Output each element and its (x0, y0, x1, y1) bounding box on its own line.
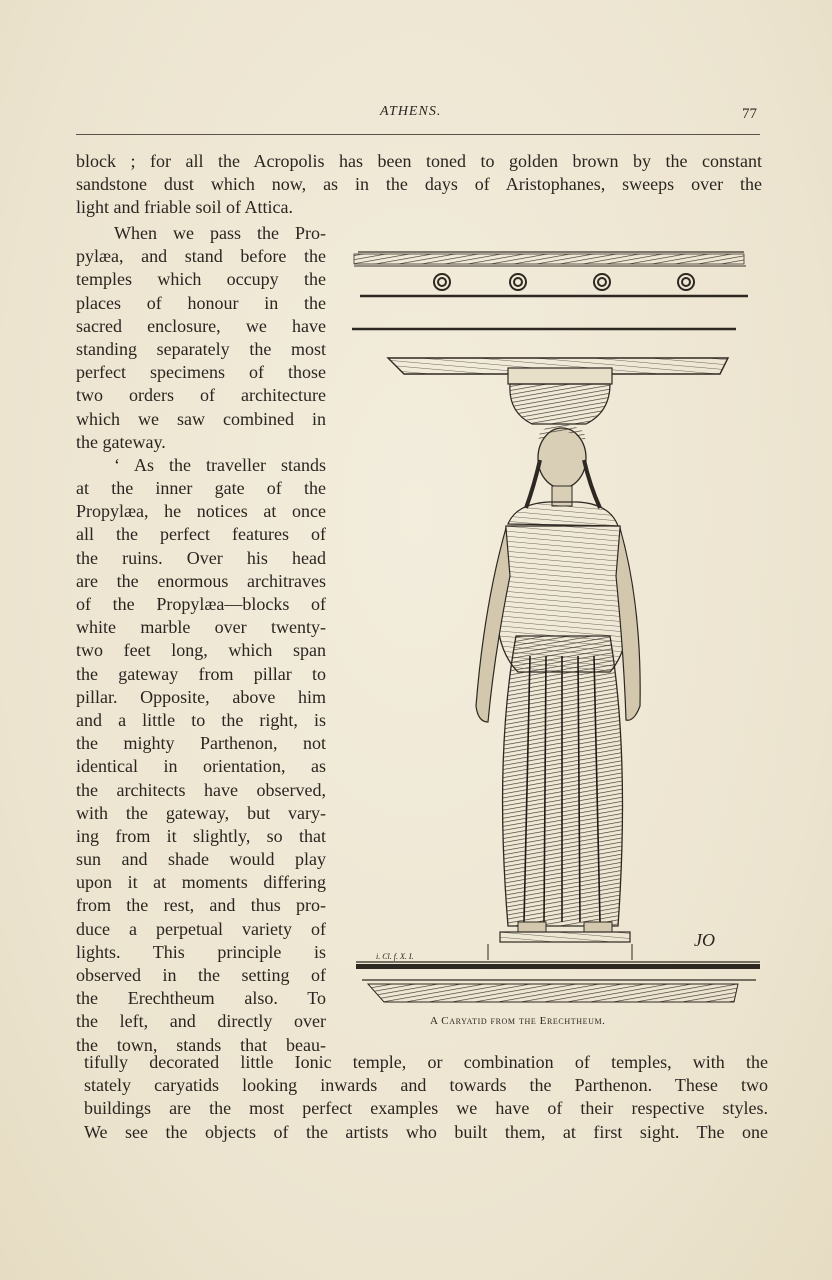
text-line: pylæa, and stand before the (76, 246, 326, 267)
running-head (0, 104, 832, 126)
text-line: ing from it slightly, so that (76, 825, 326, 846)
text-line: observed in the setting of (76, 965, 326, 985)
text-line: buildings are the most perfect examples we have of their respective styles. (84, 1098, 768, 1119)
text-line: block ; for all the Acropolis has been toned to golden brown by the constant (76, 151, 762, 171)
text-line: the ruins. Over his head (76, 547, 326, 568)
engraver-initials: i. Cl. f. X. I. (376, 952, 414, 961)
text-line: the Erechtheum also. To (76, 988, 326, 1009)
text-line: the gateway. (76, 431, 166, 452)
text-line: lights. This principle is (76, 941, 326, 962)
engraver-signature: JO (694, 930, 715, 950)
header-rule (76, 134, 760, 135)
text-line: Propylæa, he notices at once (76, 501, 326, 522)
text-line: of the Propylæa—blocks of (76, 594, 326, 614)
text-line: sacred enclosure, we have (76, 315, 326, 336)
text-line: We see the objects of the artists who built them, at first sight. The one (84, 1121, 768, 1142)
text-line: from the rest, and thus pro- (76, 895, 326, 916)
text-line: and a little to the right, is (76, 709, 326, 730)
text-line: pillar. Opposite, above him (76, 686, 326, 707)
text-line: the architects have observed, (76, 779, 326, 800)
text-line: perfect specimens of those (76, 362, 326, 383)
running-title: ATHENS. (380, 104, 442, 119)
figure-caption: A Caryatid from the Erechtheum. (430, 1015, 606, 1027)
text-line: sandstone dust which now, as in the days of Aristophanes, sweeps over the (76, 174, 762, 195)
text-line: which we saw combined in (76, 408, 326, 429)
bottom-paragraph (84, 1051, 768, 1144)
caryatid-engraving (348, 236, 768, 1016)
page-number: 77 (742, 106, 757, 122)
text-line: light and friable soil of Attica. (76, 197, 293, 218)
text-line: tifully decorated little Ionic temple, or combination of temples, with the (84, 1052, 768, 1072)
text-line: at the inner gate of the (76, 478, 326, 499)
text-line: duce a perpetual variety of (76, 918, 326, 939)
text-line: temples which occupy the (76, 269, 326, 290)
text-line: ‘ As the traveller stands (114, 454, 326, 475)
text-line: two feet long, which span (76, 640, 326, 661)
text-line: the mighty Parthenon, not (76, 733, 326, 754)
left-column-text (76, 222, 326, 1057)
text-line: When we pass the Pro- (114, 223, 326, 243)
text-line: identical in orientation, as (76, 756, 326, 777)
text-line: upon it at moments differing (76, 872, 326, 893)
text-line: with the gateway, but vary- (76, 802, 326, 823)
text-line: places of honour in the (76, 292, 326, 313)
text-line: white marble over twenty- (76, 617, 326, 638)
text-line: are the enormous architraves (76, 570, 326, 591)
text-line: the gateway from pillar to (76, 663, 326, 684)
text-line: two orders of architecture (76, 385, 326, 406)
text-line: all the perfect features of (76, 524, 326, 545)
text-line: standing separately the most (76, 338, 326, 359)
text-line: stately caryatids looking inwards and towards the Parthenon. These two (84, 1075, 768, 1096)
top-paragraph (76, 150, 762, 220)
text-line: sun and shade would play (76, 849, 326, 870)
text-line: the left, and directly over (76, 1011, 326, 1032)
text-line: the town, stands that beau- (76, 1034, 326, 1055)
